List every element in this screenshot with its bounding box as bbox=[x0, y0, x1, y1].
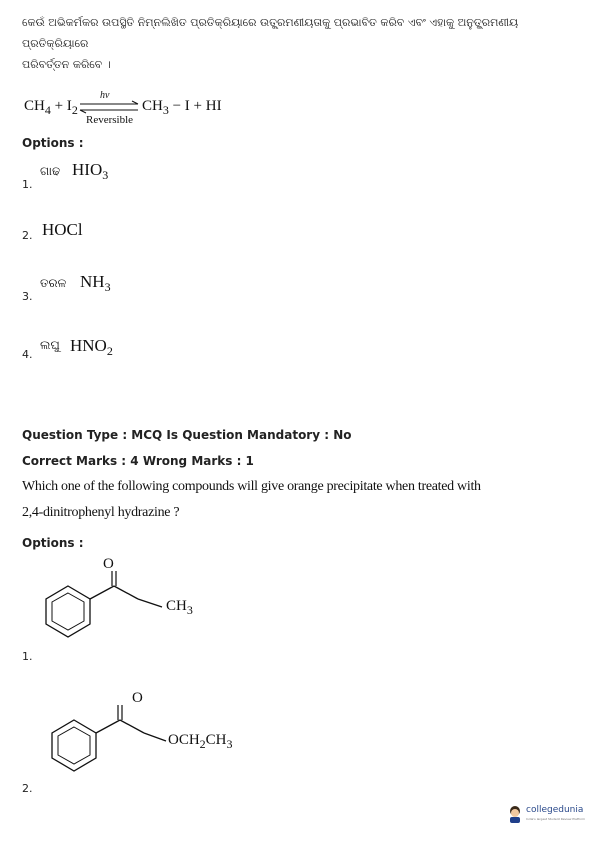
equilibrium-arrow-icon bbox=[78, 100, 140, 114]
ethoxy-group-label: $OCH_2CH_3$ bbox=[168, 732, 233, 751]
brand-tagline: India's largest Student Review Platform bbox=[526, 817, 586, 821]
option-1-number[interactable]: 1. bbox=[22, 650, 33, 663]
mascot-icon bbox=[506, 804, 524, 824]
carbonyl-oxygen-label: O bbox=[103, 556, 114, 572]
reaction-products: $CH_3 - I$ + HI bbox=[142, 98, 222, 117]
collegedunia-logo bbox=[506, 802, 592, 828]
option-2-number[interactable]: 2. bbox=[22, 782, 33, 795]
carbonyl-oxygen-label-2: O bbox=[132, 690, 143, 706]
brand-name: collegedunia bbox=[526, 805, 584, 815]
question-text-2: Which one of the following compounds will give orange precipitate when treated with 2,4-dinitrophenyl hydrazine ? bbox=[22, 479, 481, 520]
acetophenone-structure-icon bbox=[30, 556, 230, 646]
reaction-equation: $CH_4 + I_2$ bbox=[24, 98, 78, 117]
reaction-label: Reversible bbox=[86, 114, 134, 126]
marks-line: Correct Marks : 4 Wrong Marks : 1 bbox=[22, 454, 254, 468]
question-text: କେଉଁ ଅଭିକର୍ମକର ଉପସ୍ଥିତି ନିମ୍ନଲିଖିତ ପ୍ରତିକ୍ରିୟାରେ ଉତ୍କ୍ରମଣୀୟତାକୁ ପ୍ରଭାବିତ କରିବ ଏବଂ ଏହାକୁ ଅନୁତ୍କ୍ରମଣୀୟ ପ୍ରତିକ୍ରିୟାରେ ପରିବର୍ତ୍ତନ କରିବେ । bbox=[22, 16, 519, 71]
methyl-group-label: $CH_3$ bbox=[166, 598, 193, 617]
reaction-condition: hν bbox=[100, 90, 110, 101]
options-label-2: Options : bbox=[22, 536, 84, 550]
question-type-line: Question Type : MCQ Is Question Mandatory : No bbox=[22, 428, 352, 442]
options-label: Options : bbox=[22, 136, 84, 150]
